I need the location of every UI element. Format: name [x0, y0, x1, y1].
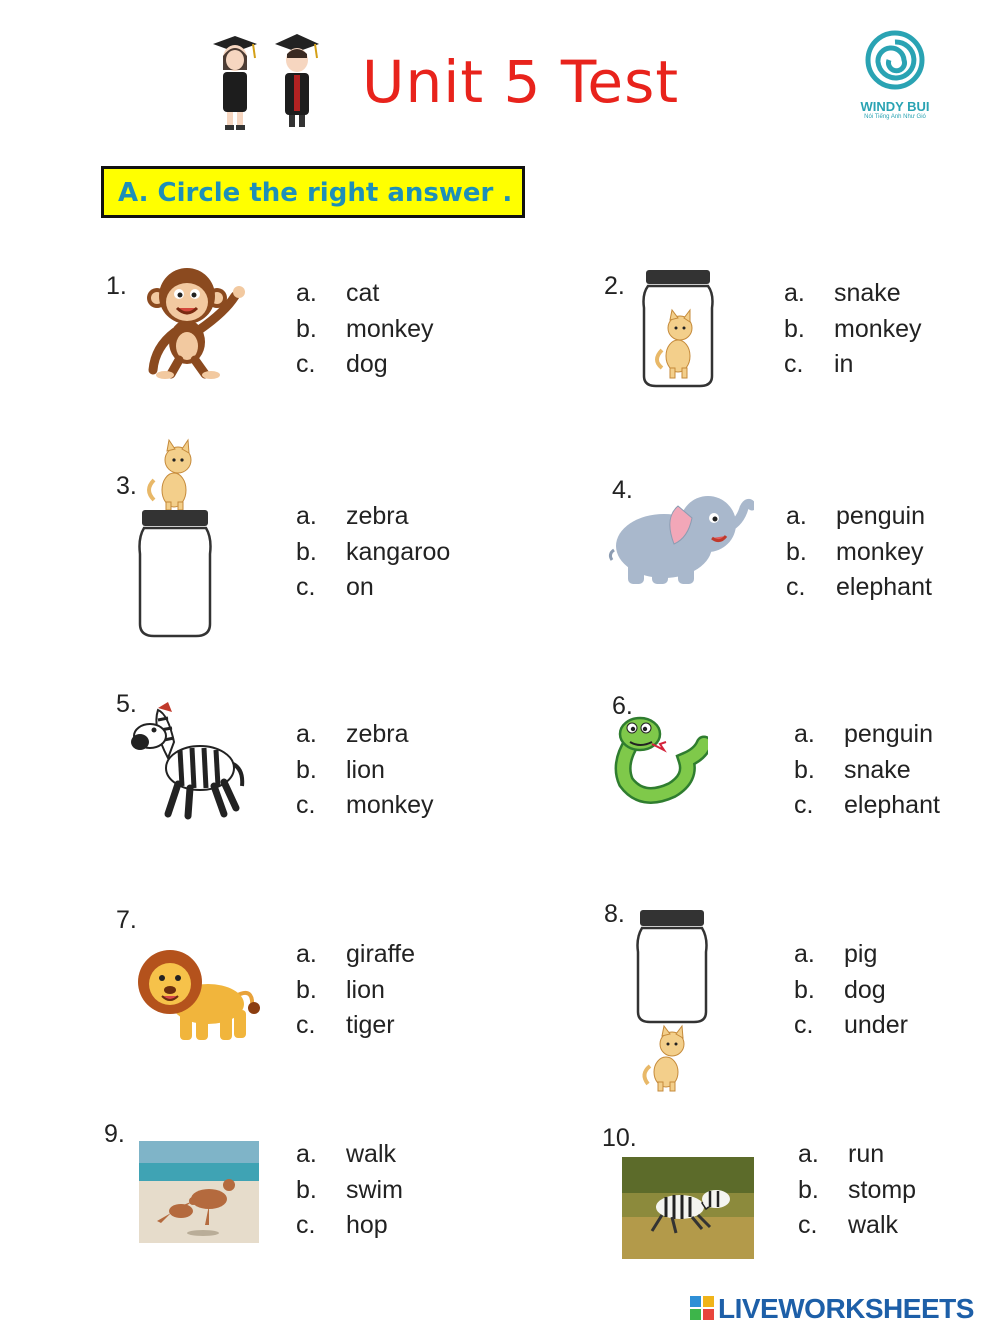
option-text: swim — [346, 1175, 403, 1204]
option-text: penguin — [836, 502, 925, 530]
option[interactable] — [296, 499, 450, 535]
option-letter: a. — [296, 502, 317, 530]
option[interactable] — [784, 347, 922, 383]
option-text: monkey — [836, 537, 924, 566]
option-letter: b. — [296, 537, 317, 566]
option[interactable] — [794, 973, 908, 1009]
option-text: stomp — [848, 1175, 917, 1204]
spiral-logo-icon — [865, 30, 925, 92]
option[interactable] — [296, 312, 434, 348]
option[interactable] — [296, 276, 434, 312]
option-letter: b. — [296, 975, 317, 1004]
option[interactable] — [798, 1208, 916, 1244]
option-letter: b. — [296, 755, 317, 784]
option[interactable] — [794, 717, 940, 753]
logo-name: WINDY BUI — [860, 99, 930, 114]
question-8-number: 8. — [604, 900, 625, 928]
kangaroo-photo — [139, 1141, 259, 1243]
option-text: walk — [346, 1140, 397, 1168]
lion-picture — [136, 946, 264, 1044]
option[interactable] — [296, 753, 434, 789]
option[interactable] — [786, 535, 932, 571]
monkey-picture — [135, 262, 247, 380]
option-text: kangaroo — [346, 537, 451, 566]
cat-under-jar-picture — [634, 908, 710, 1092]
question-6-number: 6. — [612, 692, 633, 720]
question-4-number: 4. — [612, 476, 633, 504]
option[interactable] — [784, 312, 922, 348]
option[interactable] — [798, 1137, 916, 1173]
option-letter: a. — [296, 279, 317, 307]
question-3-options — [296, 499, 450, 606]
option[interactable] — [794, 1008, 908, 1044]
option-text: on — [346, 573, 374, 601]
option-letter: c. — [296, 573, 316, 601]
question-7-options — [296, 937, 415, 1044]
option-text: elephant — [836, 573, 932, 601]
option[interactable] — [296, 570, 450, 606]
option[interactable] — [798, 1173, 916, 1209]
question-10-number: 10. — [602, 1124, 637, 1152]
option-letter: a. — [794, 720, 815, 748]
option-letter: b. — [296, 1175, 317, 1204]
option[interactable] — [296, 937, 415, 973]
option-letter: a. — [296, 1140, 317, 1168]
option[interactable] — [296, 788, 434, 824]
liveworksheets-logo-icon — [690, 1296, 714, 1320]
option-text: tiger — [346, 1011, 395, 1039]
option[interactable] — [786, 570, 932, 606]
option-text: giraffe — [346, 940, 416, 968]
option-text: in — [834, 350, 854, 378]
option-text: elephant — [844, 791, 940, 819]
question-1-options — [296, 276, 434, 383]
option-letter: c. — [296, 791, 316, 819]
cat-in-jar-picture — [640, 268, 716, 390]
option-text: under — [844, 1011, 908, 1039]
option-text: penguin — [844, 720, 933, 748]
option-text: hop — [346, 1211, 388, 1239]
question-1-number: 1. — [106, 272, 127, 300]
option[interactable] — [296, 1173, 403, 1209]
option-letter: a. — [794, 940, 815, 968]
option-letter: b. — [784, 314, 805, 343]
section-instruction: A. Circle the right answer . — [118, 178, 513, 208]
option-text: run — [848, 1140, 885, 1168]
question-4-options — [786, 499, 932, 606]
elephant-picture — [608, 488, 754, 590]
option-text: monkey — [346, 314, 434, 343]
option-text: snake — [844, 755, 911, 784]
option-letter: c. — [784, 350, 804, 378]
option[interactable] — [296, 347, 434, 383]
option[interactable] — [296, 717, 434, 753]
zebra-picture — [128, 702, 250, 822]
question-2-options — [784, 276, 922, 383]
page-title: Unit 5 Test — [362, 48, 680, 116]
option-letter: a. — [784, 279, 805, 307]
option[interactable] — [296, 1008, 415, 1044]
question-8-options — [794, 937, 908, 1044]
option-letter: b. — [794, 975, 815, 1004]
footer-brand: LIVEWORKSHEETS — [718, 1293, 974, 1324]
option-text: dog — [346, 350, 388, 378]
question-9-options — [296, 1137, 403, 1244]
option-letter: b. — [798, 1175, 819, 1204]
option-letter: c. — [786, 573, 806, 601]
option[interactable] — [794, 753, 940, 789]
option-text: pig — [844, 940, 878, 968]
question-5-number: 5. — [116, 690, 137, 718]
option-letter: a. — [798, 1140, 819, 1168]
option-letter: a. — [296, 940, 317, 968]
option-letter: b. — [786, 537, 807, 566]
option-letter: c. — [296, 1211, 316, 1239]
option[interactable] — [296, 1137, 403, 1173]
option[interactable] — [786, 499, 932, 535]
snake-picture — [612, 714, 708, 806]
option-text: snake — [834, 279, 901, 307]
option-letter: c. — [296, 350, 316, 378]
option[interactable] — [794, 788, 940, 824]
option[interactable] — [296, 1208, 403, 1244]
option-letter: c. — [794, 1011, 814, 1039]
option-letter: c. — [794, 791, 814, 819]
option[interactable] — [296, 973, 415, 1009]
option-letter: c. — [296, 1011, 316, 1039]
option-text: zebra — [346, 720, 409, 748]
option-text: monkey — [346, 791, 434, 819]
zebra-running-photo — [622, 1157, 754, 1259]
option-text: monkey — [834, 314, 922, 343]
option-text: lion — [346, 975, 385, 1004]
logo-tagline: Nói Tiếng Anh Như Gió — [864, 114, 926, 120]
option-letter: a. — [296, 720, 317, 748]
question-2-number: 2. — [604, 272, 625, 300]
option[interactable] — [296, 535, 450, 571]
cat-on-jar-picture — [136, 438, 216, 640]
question-6-options — [794, 717, 940, 824]
question-5-options — [296, 717, 434, 824]
question-10-options — [798, 1137, 916, 1244]
option[interactable] — [794, 937, 908, 973]
question-9-number: 9. — [104, 1120, 125, 1148]
option-text: cat — [346, 279, 380, 307]
question-7-number: 7. — [116, 906, 137, 934]
option-text: zebra — [346, 502, 409, 530]
option-letter: b. — [296, 314, 317, 343]
section-instruction-box — [101, 166, 525, 218]
option-text: walk — [848, 1211, 899, 1239]
graduates-illustration — [205, 30, 330, 138]
option-letter: c. — [798, 1211, 818, 1239]
option[interactable] — [784, 276, 922, 312]
option-letter: b. — [794, 755, 815, 784]
option-text: dog — [844, 975, 886, 1004]
option-text: lion — [346, 755, 385, 784]
question-3-number: 3. — [116, 472, 137, 500]
windy-bui-logo — [845, 30, 945, 140]
option-letter: a. — [786, 502, 807, 530]
